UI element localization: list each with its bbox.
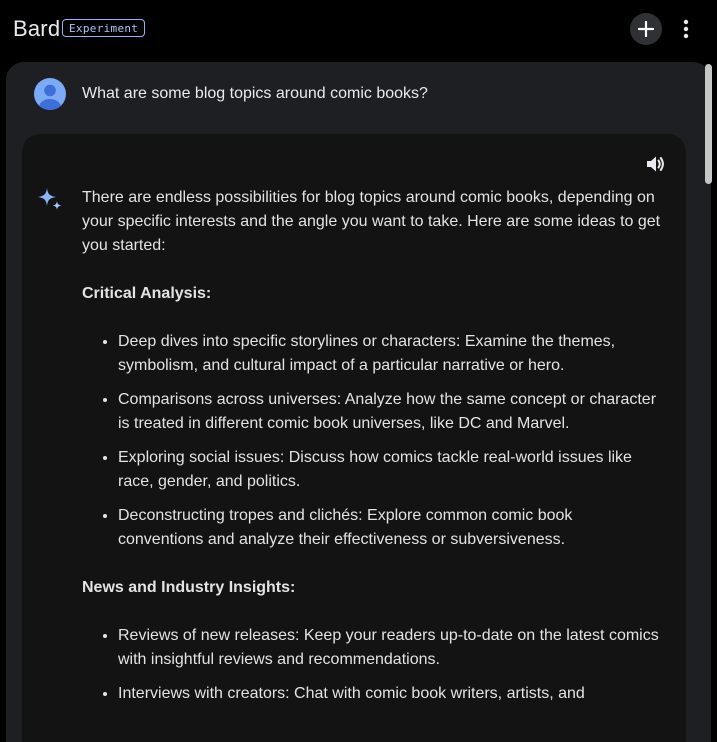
top-bar [0,0,717,58]
user-prompt-text: What are some blog topics around comic books? [82,85,428,102]
section-list [82,624,662,706]
list-item: • Reviews of new releases: Keep your readers up-to-date on the latest comics with insightful reviews and recommendations. [118,624,662,672]
list-item: • Exploring social issues: Discuss how comics tackle real-world issues like race, gender, and politics. [118,446,662,494]
more-options-button[interactable] [672,13,700,45]
response-intro: There are endless possibilities for blog topics around comic books, depending on your specific interests and the angle you want to take. Here are some ideas to get you started: [82,189,661,254]
section-list [82,330,662,552]
user-silhouette-icon [34,78,66,110]
listen-button[interactable] [644,152,668,176]
conversation-panel [6,62,711,742]
more-vert-icon [683,19,689,39]
avatar [34,78,66,110]
list-item: • Deep dives into specific storylines or characters: Examine the themes, symbolism, and cultural impact of a particular narrative or hero. [118,330,662,378]
list-item: • Deconstructing tropes and clichés: Explore common comic book conventions and analyze their effectiveness or subversiveness. [118,504,662,552]
plus-icon [637,20,655,38]
user-message [34,78,428,110]
scrollbar[interactable] [704,62,714,742]
volume-up-icon [644,152,668,176]
app-title: Bard [13,16,61,41]
scrollbar-thumb[interactable] [705,64,712,184]
section-heading: Critical Analysis: [82,285,212,302]
bard-sparkle-icon [36,186,64,214]
experiment-badge: Experiment [62,19,145,37]
list-item: • Interviews with creators: Chat with comic book writers, artists, and [118,682,662,706]
list-item: • Comparisons across universes: Analyze how the same concept or character is treated in different comic book universes, like DC and Marvel. [118,388,662,436]
new-chat-button[interactable] [630,13,662,45]
response-card [22,134,686,742]
response-content [82,186,662,730]
section-heading: News and Industry Insights: [82,579,296,596]
